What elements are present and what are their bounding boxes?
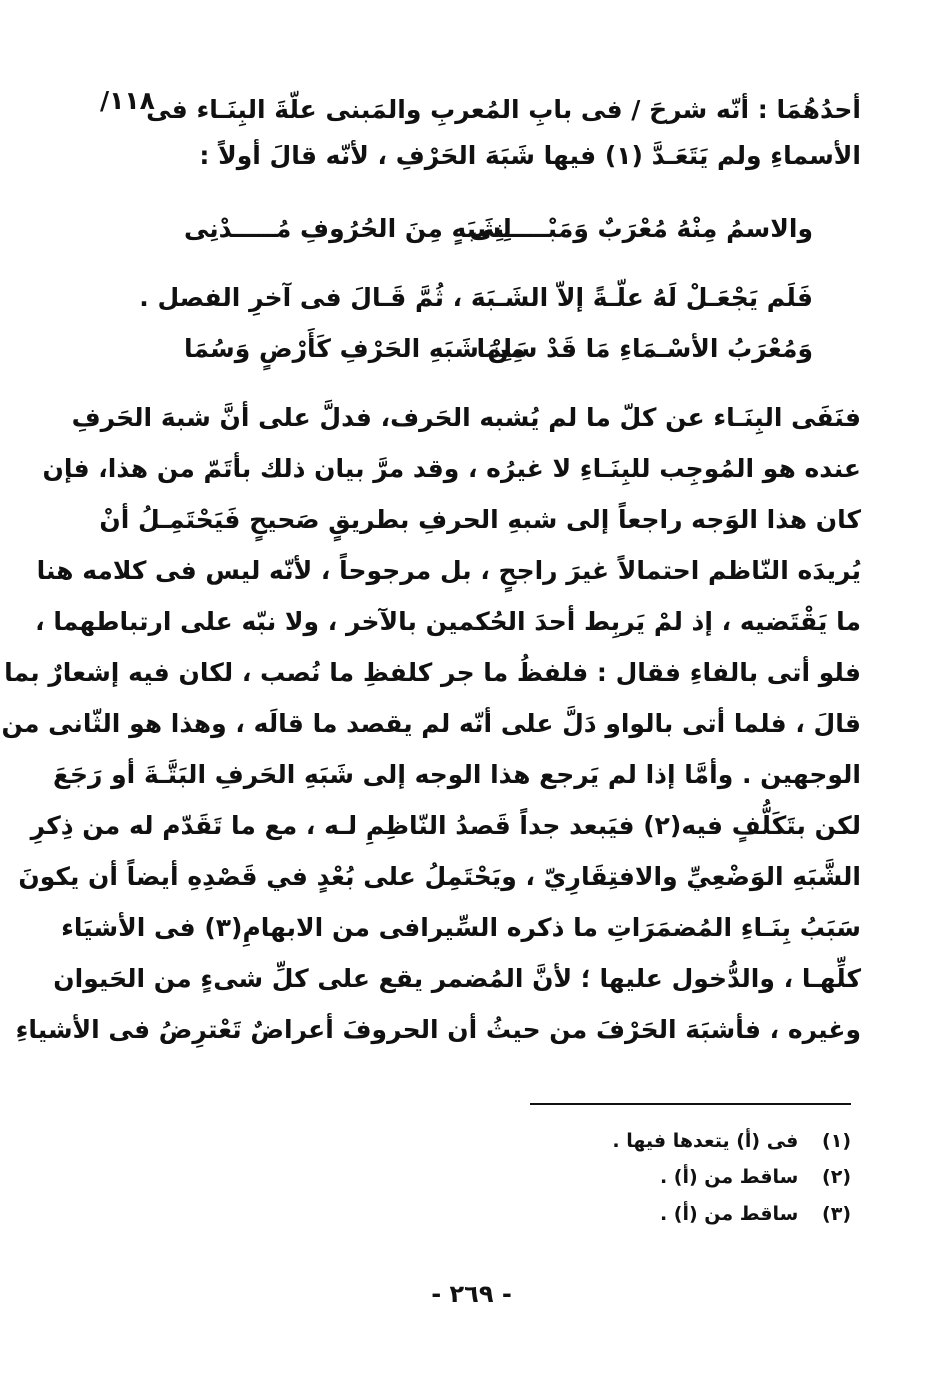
text-line: الشَّبَهِ الوَضْعِيِّ والافتِقَارِيّ ، ويَحْتَمِلُ على بُعْدٍ في قَصْدِهِ أيضاً أن يكونَ [18, 862, 861, 891]
text-line: كلِّهـا ، والدُّخول عليها ؛ لأنَّ المُضمر يقع على كلِّ شىءٍ من الحَيوان [53, 964, 861, 993]
text-line: يُريدَه النّاظم احتمالاً غيرَ راجحٍ ، بل مرجوحاً ، لأنّه ليس فى كلامه هنا [36, 556, 861, 585]
opening-paragraph [141, 92, 861, 172]
footnote-number: (١) [822, 1130, 851, 1152]
text-line: كان هذا الوَجه راجعاً إلى شبهِ الحرفِ بطريقٍ صَحيحٍ فَيَحْتَمِـلُ أنْ [99, 505, 861, 534]
footnote-separator [530, 1103, 851, 1105]
text-line: فَلَم يَجْعَـلْ لَهُ علّـةً إلاّ الشَـبَهَ ، ثُمَّ قَـالَ فى آخرِ الفصل . [139, 283, 813, 312]
text-line: فنَفَى البِنَـاء عن كلّ ما لم يُشبه الحَرف، فدلَّ على أنَّ شبهَ الحَرفِ [71, 403, 861, 432]
footnote-text: فى (أ) يتعدها فيها . [612, 1130, 799, 1152]
text-line: الأسماءِ ولم يَتَعَـدَّ (١) فيها شَبَهَ الحَرْفِ ، لأنّه قالَ أولاً : [199, 141, 861, 170]
verse-1-first-hemistich: والاسمُ مِنْهُ مُعْرَبٌ وَمَبْـــــنِى [469, 214, 813, 243]
verse-2-second-hemistich: مِنْ شَبَهِ الحَرْفِ كَأَرْضٍ وَسُمَا [184, 334, 526, 363]
transition-line [141, 280, 861, 320]
verse-2-first-hemistich: وَمُعْرَبُ الأسْـمَاءِ مَا قَدْ سَلِمَا [476, 334, 813, 363]
text-line: لكن بتَكَلُّفٍ فيه(٢) فيَبعد جداً قَصدُ النّاظِمِ لـه ، مع ما تَقَدّم له من ذِكرِ [30, 811, 861, 840]
main-paragraph [1, 400, 861, 1060]
footnote-text: ساقط من (أ) . [659, 1166, 799, 1188]
footnote-text: ساقط من (أ) . [659, 1203, 799, 1225]
footnote-number: (٢) [822, 1166, 851, 1188]
footnote-number: (٣) [822, 1203, 851, 1225]
footnote-3 [660, 1203, 851, 1225]
text-line: الوجهين . وأمَّا إذا لم يَرجع هذا الوجه إلى شَبَهِ الحَرفِ البَتَّـةَ أو رَجَعَ [52, 760, 861, 789]
verse-1-second-hemistich: لِشَبَهٍ مِنَ الحُرُوفِ مُـــــدْنِى [184, 214, 512, 243]
footnote-1 [612, 1130, 851, 1152]
page-number: - ٢٦٩ - [431, 1280, 512, 1308]
text-line: وغيره ، فأشبَهَ الحَرْفَ من حيثُ أن الحروفَ أعراضٌ تَعْترِضُ فى الأشياءِ [15, 1015, 861, 1044]
text-line: قالَ ، فلما أتى بالواو دَلَّ على أنّه لم يقصد ما قالَه ، وهذا هو الثّانى من [1, 709, 861, 738]
text-line: أحدُهُمَا : أنّه شرحَ / فى بابِ المُعربِ والمَبنى علّةَ البِنَـاء فى [146, 95, 861, 124]
text-line: فلو أتى بالفاءِ فقال : فلفظُ ما جر كلفظِ ما نُصب ، لكان فيه إشعارٌ بما [4, 658, 861, 687]
margin-folio-note: ١١٨/ [100, 86, 155, 115]
text-line: سَبَبُ بِنَـاءِ المُضمَرَاتِ ما ذكره السِّيرافى من الابهامِ(٣) فى الأشيَاء [61, 913, 861, 942]
text-line: ما يَقْتَضيه ، إذ لمْ يَربِط أحدَ الحُكمين بالآخر ، ولا نبّه على ارتباطهما ، [35, 607, 861, 636]
text-line: عنده هو المُوجِب للبِنَـاءِ لا غيرُه ، وقد مرَّ بيان ذلك بأتَمّ من هذا، فإن [42, 454, 861, 483]
footnote-2 [660, 1166, 851, 1188]
